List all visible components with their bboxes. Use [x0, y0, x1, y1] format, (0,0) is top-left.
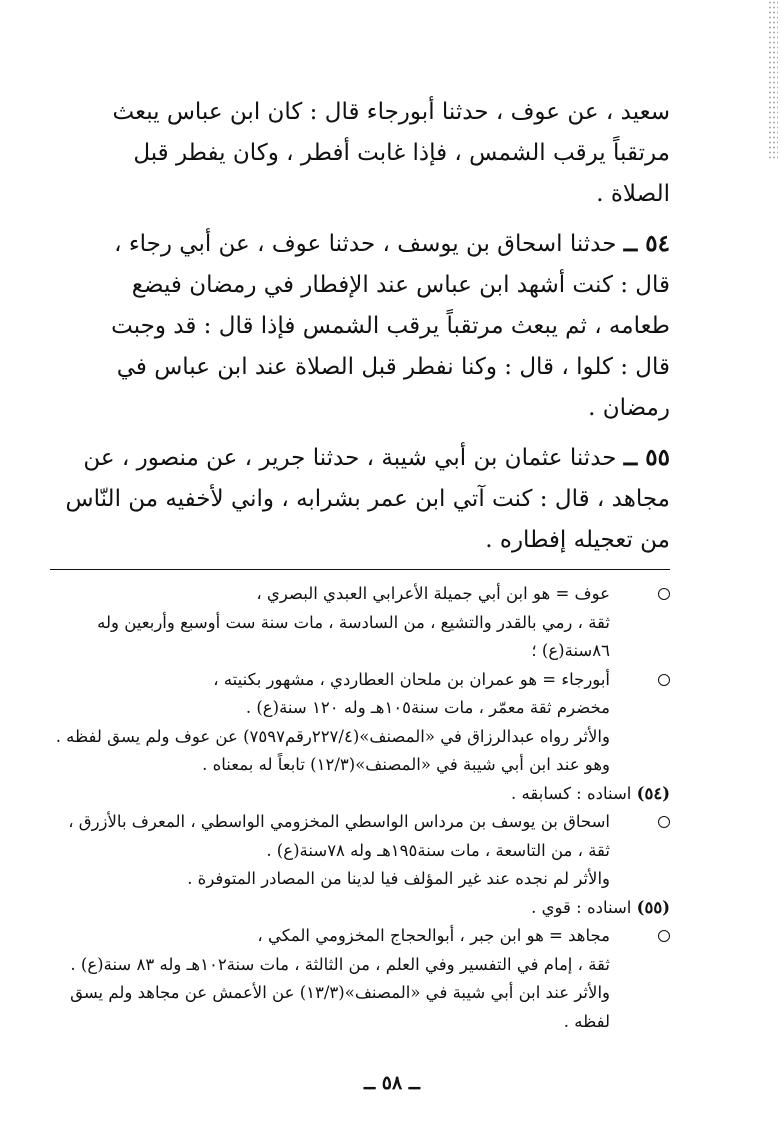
scan-edge-speckle: [768, 0, 778, 160]
isnad-54: (٥٤) اسناده : كسابقه .: [511, 783, 670, 803]
footnote-divider: [50, 569, 670, 570]
paragraph-54: ٥٤ ــ حدثنا اسحاق بن يوسف ، حدثنا عوف ، عن أبي رجاء ، قال : كنت أشهد ابن عباس عند الإفطار في رمضان فيضع طعامه ، ثم يبعث مرتقباً يرقب الشمس فإذا قال : قد وجبت قال : كلوا ، قال : وكنا نفطر قبل الصلاة عند ابن عباس في رمضان .: [111, 230, 670, 421]
page-number: ــ ٥٨ ــ: [364, 1072, 420, 1094]
isnad-55: (٥٥) اسناده : قوي .: [531, 897, 670, 917]
hadith-number-54: ٥٤ ــ: [623, 230, 670, 257]
circle-bullet-icon: [658, 674, 670, 686]
paragraph-continuation: سعيد ، عن عوف ، حدثنا أبورجاء قال : كان ابن عباس يبعث مرتقباً يرقب الشمس ، فإذا غابت أفطر ، وكان يفطر قبل الصلاة .: [112, 99, 670, 207]
circle-bullet-icon: [658, 930, 670, 942]
note-aburaja: أبورجاء = هو عمران بن ملحان العطاردي ، مشهور بكنيته ، مخضرم ثقة معمّر ، مات سنة١٠٥هـ وله ١٢٠ سنة(ع) . والأثر رواه عبدالرزاق في «المصنف»(٢٢٧/٤رقم٧٥٩٧) عن عوف ولم يسق لفظه . وهو عند ابن أبي شيبة في «المصنف»(١٢/٣) تابعاً له بمعناه .: [50, 666, 670, 780]
note-ishaq: اسحاق بن يوسف بن مرداس الواسطي المخزومي الواسطي ، المعرف بالأزرق ، ثقة ، من التاسعة ، مات سنة١٩٥هـ وله ٧٨سنة(ع) . والأثر لم نجده عند غير المؤلف فيا لدينا من المصادر المتوفرة .: [50, 808, 670, 894]
circle-bullet-icon: [658, 588, 670, 600]
hadith-number-55: ٥٥ ــ: [623, 444, 670, 471]
footnotes: [50, 580, 670, 1036]
page-body: [50, 92, 670, 1036]
circle-bullet-icon: [658, 816, 670, 828]
note-awf: عوف = هو ابن أبي جميلة الأعرابي العبدي البصري ، ثقة ، رمي بالقدر والتشيع ، من السادسة ، مات سنة ست أوسبع وأربعين وله ٨٦سنة(ع) ؛: [50, 580, 670, 666]
paragraph-55: ٥٥ ــ حدثنا عثمان بن أبي شيبة ، حدثنا جرير ، عن منصور ، عن مجاهد ، قال : كنت آتي ابن عمر بشرابه ، واني لأخفيه من النّاس من تعجيله إفطاره .: [65, 444, 670, 553]
note-mujahid: مجاهد = هو ابن جبر ، أبوالحجاج المخزومي المكي ، ثقة ، إمام في التفسير وفي العلم ، من الثالثة ، مات سنة١٠٢هـ وله ٨٣ سنة(ع) . والأثر عند ابن أبي شيبة في «المصنف»(١٣/٣) عن الأعمش عن مجاهد ولم يسق لفظه .: [50, 922, 670, 1036]
main-text: [50, 92, 670, 561]
